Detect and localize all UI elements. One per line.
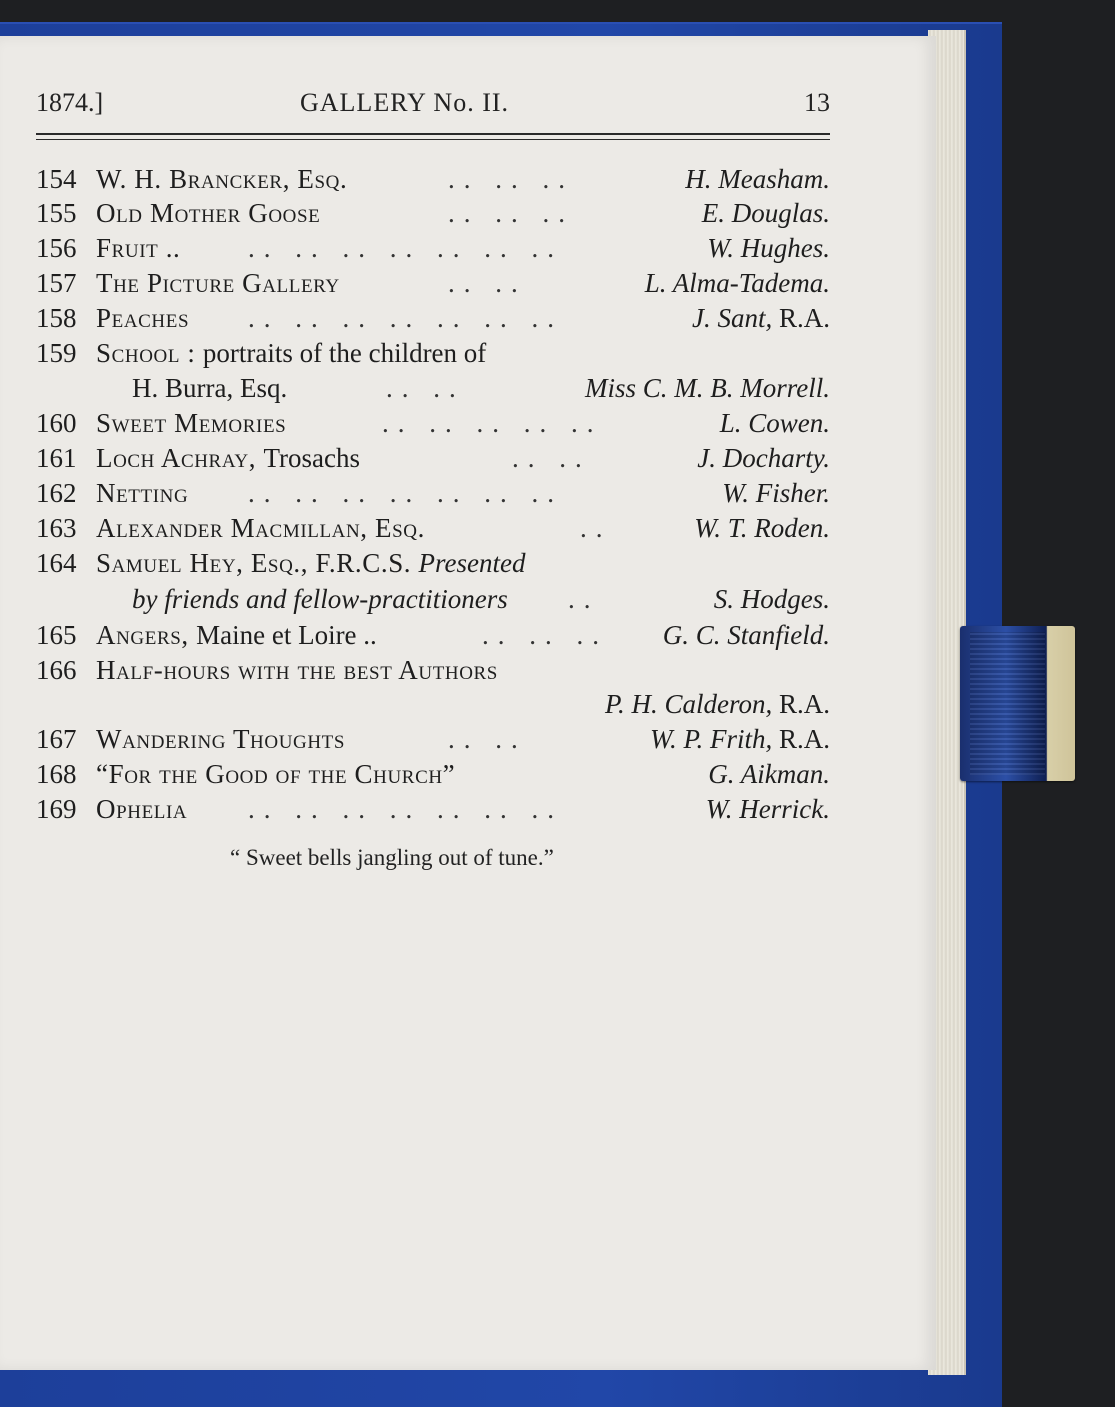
catalogue-entry: [36, 408, 830, 442]
entry-artist: W. P. Frith, R.A.: [649, 724, 830, 754]
entry-title: Half-hours with the best Authors: [96, 655, 498, 685]
header-rule-thin: [36, 139, 830, 140]
dot-leader: .. .. .. .. .. .. ..: [248, 794, 563, 824]
entry-title: Angers, Maine et Loire ..: [96, 620, 377, 650]
catalogue-entry: [36, 233, 830, 267]
entry-number: 167: [36, 724, 77, 754]
catalogue-entry: [36, 478, 830, 512]
entry-number: 164: [36, 548, 77, 578]
entry-number: 155: [36, 198, 77, 228]
catalogue-entry: [36, 164, 830, 198]
entry-quote: “ Sweet bells jangling out of tune.”: [230, 845, 554, 870]
entry-title: Old Mother Goose: [96, 198, 321, 228]
entry-artist: J. Sant, R.A.: [691, 303, 830, 333]
ribbon-bookmark[interactable]: [960, 626, 1075, 781]
entry-number: 169: [36, 794, 77, 824]
entry-artist: W. T. Roden.: [694, 513, 830, 543]
entry-title: School : portraits of the children of: [96, 338, 487, 368]
entry-artist: S. Hodges.: [713, 584, 830, 614]
entry-number: 162: [36, 478, 77, 508]
entry-artist: W. Hughes.: [707, 233, 830, 263]
header-title: GALLERY No. II.: [300, 88, 510, 117]
header-year: 1874.]: [36, 88, 104, 117]
entry-artist: L. Alma-Tadema.: [644, 268, 830, 298]
entry-number: 161: [36, 443, 77, 473]
entry-artist: Miss C. M. B. Morrell.: [585, 373, 830, 403]
entry-number: 154: [36, 164, 77, 194]
catalogue-entry-continuation: [36, 689, 830, 723]
entry-title: Samuel Hey, Esq., F.R.C.S. Presented: [96, 548, 526, 578]
show-through-text: [40, 916, 840, 1296]
catalogue-entry: [36, 655, 830, 689]
entry-number: 163: [36, 513, 77, 543]
entry-number: 158: [36, 303, 77, 333]
entry-artist: G. C. Stanfield.: [662, 620, 830, 650]
catalogue-entry: [36, 724, 830, 758]
dot-leader: .. .. ..: [448, 198, 574, 228]
catalogue-entry: [36, 513, 830, 547]
entry-artist: W. Fisher.: [722, 478, 830, 508]
dot-leader: .. .. .. .. .. .. ..: [248, 478, 563, 508]
catalogue-entry: [36, 268, 830, 302]
entry-number: 159: [36, 338, 77, 368]
entry-number: 156: [36, 233, 77, 263]
entry-title: Wandering Thoughts: [96, 724, 346, 754]
dot-leader: .. .. .. .. .. .. ..: [248, 303, 563, 333]
page-header: [36, 88, 830, 128]
dot-leader: .. .. .. .. ..: [382, 408, 603, 438]
entry-number: 168: [36, 759, 77, 789]
dot-leader: .. ..: [386, 373, 465, 403]
entry-number: 165: [36, 620, 77, 650]
catalogue-entry-continuation: [36, 373, 830, 407]
header-rule: [36, 133, 830, 135]
entry-title: W. H. Brancker, Esq.: [96, 164, 348, 194]
dot-leader: .. ..: [448, 724, 527, 754]
entry-title: Netting: [96, 478, 189, 508]
dot-leader: .. ..: [512, 443, 591, 473]
catalogue-entry: [36, 338, 830, 372]
entry-artist: H. Measham.: [685, 164, 830, 194]
dot-leader: .. ..: [448, 268, 527, 298]
catalogue-entry: [36, 620, 830, 654]
entry-continuation: by friends and fellow-practitioners: [132, 584, 508, 614]
entry-artist: W. Herrick.: [705, 794, 830, 824]
catalogue-entry: [36, 759, 830, 793]
dot-leader: .. .. ..: [448, 164, 574, 194]
catalogue-entry: [36, 548, 830, 582]
catalogue-entry-continuation: [36, 584, 830, 618]
entry-artist: P. H. Calderon, R.A.: [604, 689, 830, 719]
entry-continuation: H. Burra, Esq.: [132, 373, 288, 403]
dot-leader: .. .. ..: [482, 620, 608, 650]
entry-artist: G. Aikman.: [708, 759, 830, 789]
catalogue-entry: [36, 794, 830, 828]
entry-title: “For the Good of the Church”: [96, 759, 456, 789]
entry-number: 157: [36, 268, 77, 298]
entry-title: Alexander Macmillan, Esq.: [96, 513, 425, 543]
entry-title: Ophelia: [96, 794, 188, 824]
dot-leader: .. .. .. .. .. .. ..: [248, 233, 563, 263]
page-number: 13: [804, 88, 830, 117]
catalogue-entry: [36, 443, 830, 477]
entry-title: Sweet Memories: [96, 408, 287, 438]
entry-number: 160: [36, 408, 77, 438]
catalogue-entry: [36, 198, 830, 232]
entry-title: Fruit ..: [96, 233, 181, 263]
dot-leader: ..: [580, 513, 612, 543]
entry-title: Loch Achray, Trosachs: [96, 443, 360, 473]
entry-title: Peaches: [96, 303, 190, 333]
entry-number: 166: [36, 655, 77, 685]
entry-title: The Picture Gallery: [96, 268, 340, 298]
entry-artist: J. Docharty.: [697, 443, 830, 473]
catalogue-entry: [36, 303, 830, 337]
dot-leader: ..: [568, 584, 600, 614]
entry-artist: E. Douglas.: [701, 198, 830, 228]
entry-artist: L. Cowen.: [719, 408, 830, 438]
